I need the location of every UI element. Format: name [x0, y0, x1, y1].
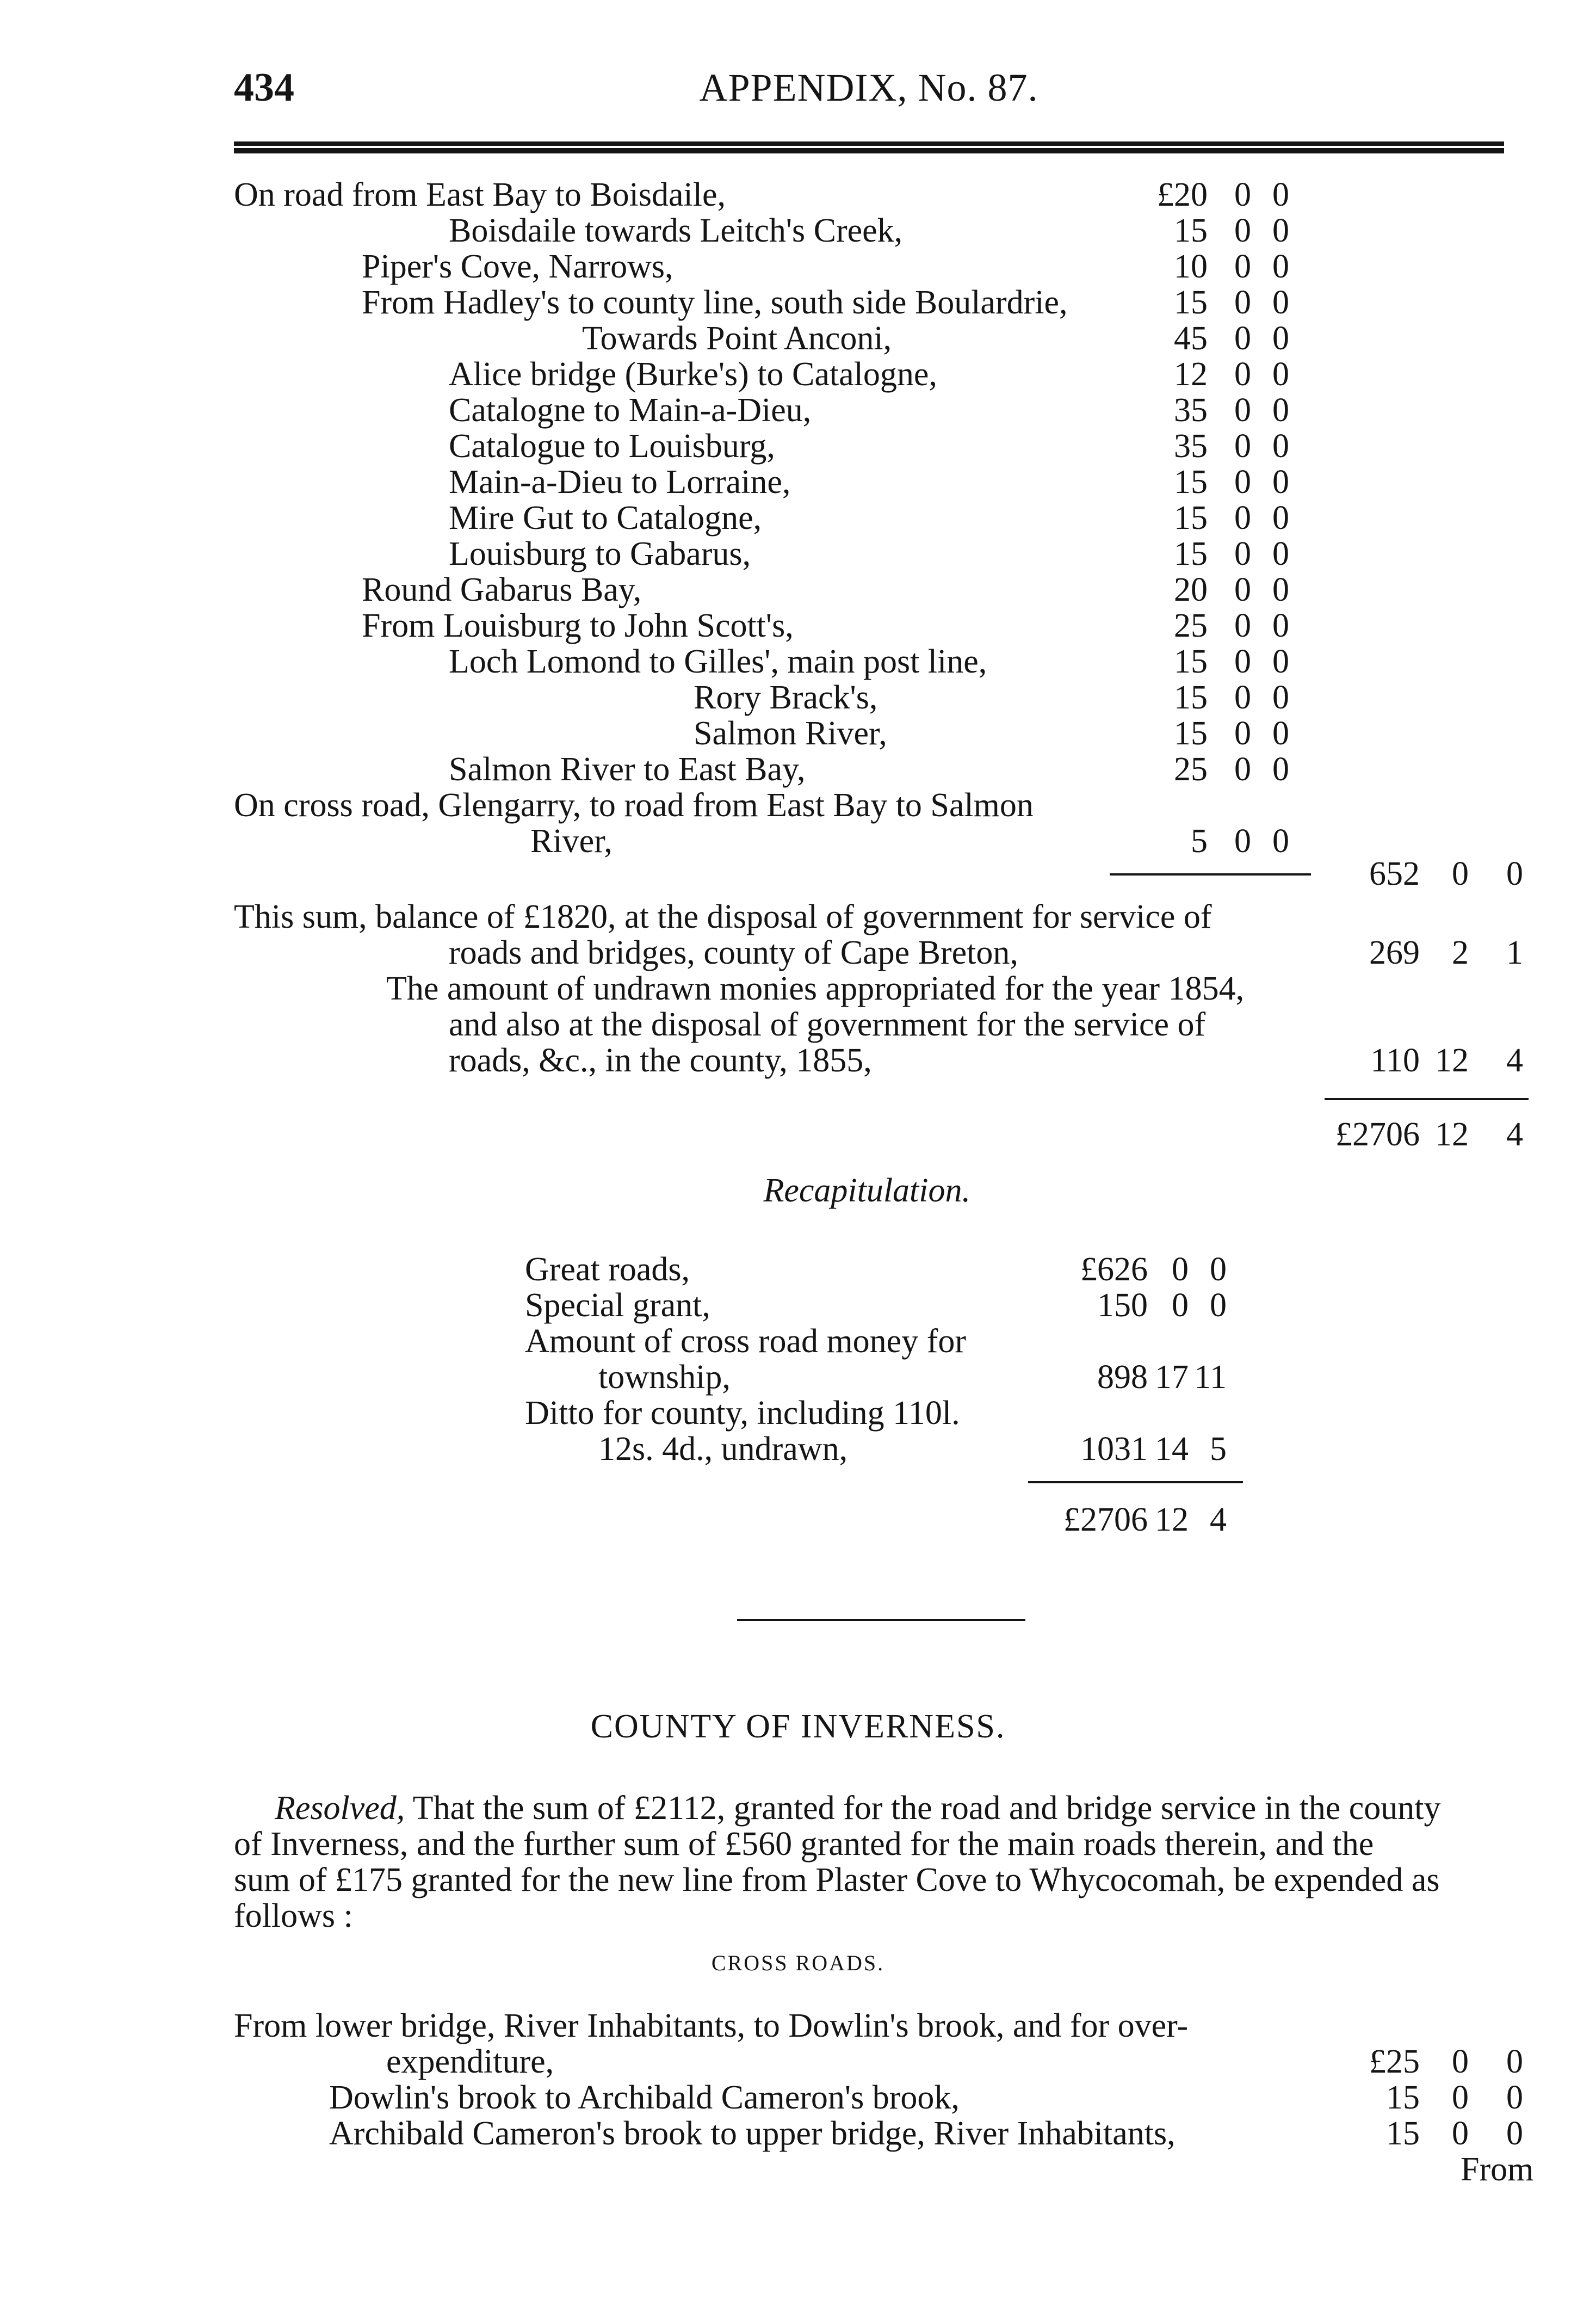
amount-shillings: 12: [1435, 1116, 1469, 1153]
road-item: [234, 644, 1529, 680]
amount-shillings: 0: [1234, 751, 1251, 788]
road-item: [234, 716, 1529, 751]
amount-shillings: 0: [1452, 855, 1469, 892]
running-title: APPENDIX, No. 87.: [699, 66, 1038, 109]
section-heading: COUNTY OF INVERNESS.: [590, 1708, 1006, 1745]
road-item-text: Round Gabarus Bay,: [362, 571, 642, 608]
resolution-paragraph: Resolved, That the sum of £2112, granted for the road and bridge service in the county of Inverness, and the further sum of £560 granted for the main roads therein, and the sum of £175 granted for the new line from Plaster Cove to Whycocomah, be expended as follows :: [234, 1790, 1441, 1934]
road-item: [234, 500, 1529, 536]
road-item: [234, 572, 1529, 608]
page-number: 434: [234, 65, 294, 110]
road-item-text: Louisburg to Gabarus,: [449, 535, 751, 572]
undrawn-line-2: and also at the disposal of government for the service of: [449, 1006, 1206, 1043]
road-item-text: Loch Lomond to Gilles', main post line,: [449, 643, 987, 680]
road-item-text: Alice bridge (Burke's) to Catalogne,: [449, 356, 937, 393]
amount-pounds: 20: [1174, 571, 1208, 608]
road-item: [234, 751, 1529, 787]
amount-pounds: 15: [1174, 464, 1208, 501]
inverness-item: Archibald Cameron's brook to upper bridge, River Inhabitants, 15 0 0: [329, 2115, 1523, 2152]
road-item: [234, 392, 1529, 428]
amount-shillings: 0: [1234, 176, 1251, 213]
amount-shillings: 0: [1234, 356, 1251, 393]
road-item-text: From Hadley's to county line, south side Boulardrie,: [362, 284, 1068, 321]
amount-pounds: 12: [1174, 356, 1208, 393]
amount-pence: 0: [1506, 855, 1523, 892]
resolved-word: Resolved,: [275, 1790, 405, 1827]
amount-shillings: 0: [1234, 212, 1251, 249]
balance-line-1: This sum, balance of £1820, at the disposal of government for service of: [234, 898, 1212, 935]
amount-pounds: 45: [1174, 320, 1208, 357]
amount-pence: 0: [1272, 284, 1289, 321]
road-item-text: Salmon River,: [694, 715, 887, 752]
amount-pence: 1: [1506, 934, 1523, 971]
amount-pence: 0: [1272, 679, 1289, 716]
amount-pounds: 110: [1370, 1042, 1420, 1079]
amount-pence: 0: [1272, 248, 1289, 285]
recapitulation-caption: Recapitulation.: [763, 1172, 970, 1209]
amount-pounds: 15: [1174, 284, 1208, 321]
road-item-text: On cross road, Glengarry, to road from East Bay to Salmon: [234, 787, 1034, 824]
road-item-text: Mire Gut to Catalogne,: [449, 500, 762, 537]
amount-pounds: 25: [1174, 751, 1208, 788]
subtotal-row: [234, 856, 1529, 892]
amount-pence: 0: [1272, 464, 1289, 501]
road-item-text: Salmon River to East Bay,: [449, 751, 806, 788]
amount-shillings: 0: [1234, 284, 1251, 321]
amount-pence: 0: [1272, 751, 1289, 788]
recap-row: township, 898 17 11: [598, 1359, 1227, 1396]
amount-pounds: 10: [1174, 248, 1208, 285]
amount-pence: 4: [1506, 1042, 1523, 1079]
amount-shillings: 0: [1234, 715, 1251, 752]
amount-pounds: 35: [1174, 392, 1208, 429]
amount-pence: 0: [1272, 535, 1289, 572]
recap-total-row: £2706 12 4: [1063, 1501, 1227, 1538]
amount-shillings: 0: [1234, 571, 1251, 608]
amount-pounds: 15: [1174, 212, 1208, 249]
amount-pounds: 15: [1174, 643, 1208, 680]
amount-pounds: 15: [1174, 500, 1208, 537]
amount-pence: 4: [1506, 1116, 1523, 1153]
amount-pounds: £20: [1157, 176, 1208, 213]
road-item: [234, 823, 1529, 859]
road-item: [234, 787, 1529, 823]
inverness-item: Dowlin's brook to Archibald Cameron's brook, 15 0 0: [329, 2079, 1523, 2116]
recap-row-line-1: Ditto for county, including 110l.: [525, 1395, 960, 1432]
road-item-text: Boisdaile towards Leitch's Creek,: [449, 212, 903, 249]
amount-pounds: 15: [1174, 535, 1208, 572]
amount-pence: 0: [1272, 607, 1289, 644]
amount-shillings: 0: [1234, 500, 1251, 537]
road-item-text: On road from East Bay to Boisdaile,: [234, 176, 726, 213]
inverness-item-line-1: From lower bridge, River Inhabitants, to Dowlin's brook, and for over-: [234, 2007, 1189, 2044]
amount-pence: 0: [1272, 392, 1289, 429]
amount-shillings: 0: [1234, 643, 1251, 680]
amount-shillings: 0: [1234, 607, 1251, 644]
amount-pounds: 35: [1174, 428, 1208, 465]
undrawn-line-1: The amount of undrawn monies appropriated for the year 1854,: [386, 970, 1245, 1007]
amount-pence: 0: [1272, 571, 1289, 608]
recap-row-line-1: Amount of cross road money for: [525, 1323, 966, 1360]
road-item-text: Catalogue to Louisburg,: [449, 428, 775, 465]
road-item: [234, 428, 1529, 464]
catchword-row: [234, 2151, 1534, 2188]
amount-pence: 0: [1272, 356, 1289, 393]
amount-shillings: 0: [1234, 320, 1251, 357]
subsection-heading: CROSS ROADS.: [711, 1951, 885, 1975]
amount-shillings: 0: [1234, 679, 1251, 716]
amount-pounds: 652: [1369, 855, 1420, 892]
amount-pence: 0: [1272, 176, 1289, 213]
road-item: [234, 608, 1529, 644]
amount-pence: 0: [1272, 643, 1289, 680]
road-item: [234, 320, 1529, 356]
road-item: [234, 213, 1529, 249]
amount-shillings: 0: [1234, 464, 1251, 501]
amount-pence: 0: [1272, 500, 1289, 537]
section-divider: [737, 1619, 1025, 1621]
recap-total-rule: [1028, 1481, 1243, 1483]
amount-pounds: 25: [1174, 607, 1208, 644]
amount-shillings: 0: [1234, 428, 1251, 465]
amount-shillings: 0: [1234, 248, 1251, 285]
amount-pounds: 5: [1191, 823, 1208, 860]
undrawn-line-3: roads, &c., in the county, 1855, 110 12 4: [449, 1042, 1523, 1079]
road-item-text: Rory Brack's,: [694, 679, 878, 716]
amount-shillings: 2: [1452, 934, 1469, 971]
amount-pence: 0: [1272, 212, 1289, 249]
amount-shillings: 12: [1435, 1042, 1469, 1079]
amount-pounds: 269: [1369, 934, 1420, 971]
total-rule: [1325, 1098, 1529, 1100]
road-item: [234, 464, 1529, 500]
amount-pence: 0: [1272, 320, 1289, 357]
balance-line-2: roads and bridges, county of Cape Breton, 269 2 1: [449, 934, 1523, 971]
catchword: From: [1461, 2151, 1534, 2188]
road-item: [234, 356, 1529, 392]
amount-pounds: £2706: [1335, 1116, 1420, 1153]
road-item-text: Towards Point Anconi,: [582, 320, 892, 357]
recap-row: Great roads, £626 0 0: [525, 1251, 1227, 1288]
amount-pence: 0: [1272, 715, 1289, 752]
amount-pence: 0: [1272, 428, 1289, 465]
amount-pounds: 15: [1174, 679, 1208, 716]
grand-total-row: [234, 1117, 1529, 1152]
road-item: [234, 249, 1529, 285]
recap-row: 12s. 4d., undrawn, 1031 14 5: [598, 1431, 1227, 1468]
amount-shillings: 0: [1234, 823, 1251, 860]
road-item: [234, 536, 1529, 572]
inverness-item: expenditure, £25 0 0: [386, 2043, 1523, 2080]
road-item: [234, 680, 1529, 716]
road-item-text: From Louisburg to John Scott's,: [362, 607, 794, 644]
road-item-text: River,: [530, 823, 613, 860]
road-item: [234, 177, 1529, 213]
recap-row: Special grant, 150 0 0: [525, 1287, 1227, 1324]
road-item: [234, 285, 1529, 320]
road-item-text: Piper's Cove, Narrows,: [362, 248, 673, 285]
amount-pence: 0: [1272, 823, 1289, 860]
road-item-text: Main-a-Dieu to Lorraine,: [449, 464, 791, 501]
amount-pounds: 15: [1174, 715, 1208, 752]
amount-shillings: 0: [1234, 535, 1251, 572]
header-double-rule: [234, 141, 1504, 153]
page-header: [234, 64, 1504, 116]
amount-shillings: 0: [1234, 392, 1251, 429]
road-item-text: Catalogne to Main-a-Dieu,: [449, 392, 812, 429]
